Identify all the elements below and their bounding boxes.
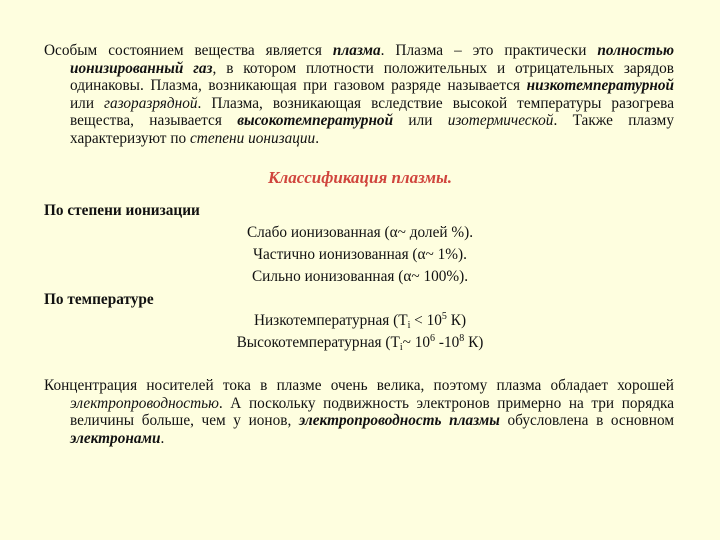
term-plasma: плазма	[332, 42, 381, 59]
intro-text: или	[393, 112, 448, 130]
term-gas-discharge: газоразрядной	[104, 94, 198, 112]
ionization-label: По степени ионизации	[44, 202, 200, 219]
intro-text: , в котором плотности положительных и отрицательных зарядов одинаковы. Плазма, возникающая при газовом разряде называется	[70, 59, 675, 95]
intro-text: .	[315, 129, 320, 147]
temperature-item-high: Высокотемпературная ($T_i\sim$ $10^6$ $-10^8$ К)	[236, 333, 484, 353]
ionization-item-partial: Частично ионизованная (α~ 1%).	[253, 246, 467, 263]
temperature-item-low: Низкотемпературная ($T_i < 10^5$ К)	[253, 311, 467, 331]
temperature-label: По температуре	[44, 291, 154, 308]
term-plasma-conductivity: электропроводность плазмы	[298, 412, 500, 430]
term-fully-ionized: полностью ионизированный газ	[70, 42, 674, 77]
classification-heading: Классификация плазмы.	[267, 168, 453, 187]
conclusion-paragraph: Концентрация носителей тока в плазме очень велика, поэтому плазма обладает хорошей электропроводностью. А поскольку подвижность электронов примерно на три порядка величины больше, чем у ионов, электропроводность плазмы обусловлена в основном электронами.	[44, 377, 675, 447]
intro-text: или	[70, 94, 105, 112]
ionization-item-weak: Слабо ионизованная (α~ долей %).	[246, 224, 474, 241]
term-high-temperature: высокотемпературной	[237, 112, 394, 130]
term-isothermal: изотермической	[447, 112, 554, 130]
ionization-item-strong: Сильно ионизованная (α~ 100%).	[251, 268, 469, 285]
intro-text: Особым состоянием вещества является	[44, 42, 333, 59]
intro-text: . Плазма – это практически	[380, 42, 598, 59]
intro-text: . Плазма, возникающая вследствие высокой температуры разогрева вещества, называется	[70, 94, 674, 130]
term-ionization-degree: степени ионизации	[189, 129, 316, 147]
term-conductivity: электропроводностью	[70, 394, 219, 412]
intro-text: . Также плазму характеризуют по	[70, 112, 675, 147]
term-electrons: электронами	[70, 429, 161, 447]
term-low-temperature: низкотемпературной	[526, 77, 674, 95]
intro-paragraph	[44, 42, 674, 148]
